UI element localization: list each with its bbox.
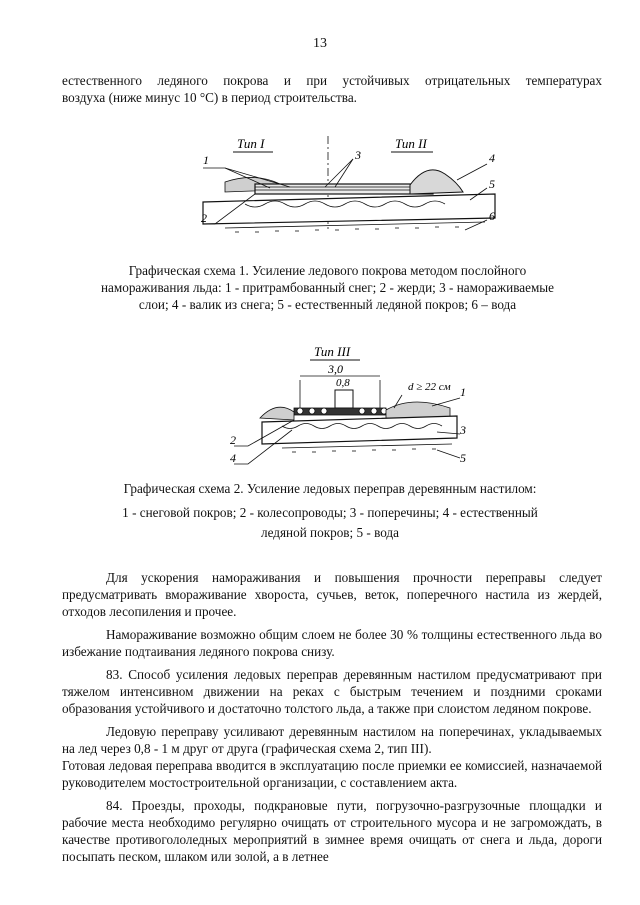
fig2-snow-left: [260, 407, 294, 420]
fig2-label-type3: Тип III: [314, 344, 351, 359]
fig2-callout-5: 5: [460, 451, 466, 465]
paragraph-4: Ледовую переправу усиливают деревянным настилом на поперечинах, укладываемых на лед через 0,8 - 1 м друг от друга (графическая схема 2, тип III).: [62, 724, 602, 756]
figure-1-caption: [60, 262, 595, 313]
fig2-callout-2: 2: [230, 433, 236, 447]
fig2-callout-3: 3: [460, 423, 466, 437]
paragraph-1: Для ускорения намораживания и повышения прочности переправы следует предусматривать вмораживание хвороста, сучьев, веток, поперечного настила из жердей, отходов лесопиления и прочее.: [62, 570, 602, 619]
page-number: 13: [313, 36, 327, 51]
fig1-snow-ridge: [410, 170, 463, 194]
paragraph-83: 83. Способ усиления ледовых переправ деревянным настилом предусматривают при тяжелом интенсивном движении на реках с быстрым течением и поздними сроками образования устойчивого и достаточно толстого льда, а также при слоистом ледяном покрове.: [62, 667, 602, 716]
fig2-caption-line-1: Графическая схема 2. Усиление ледовых переправ деревянным настилом:: [123, 481, 537, 496]
fig1-frozen-layers: [255, 184, 433, 194]
fig2-dim-width: 3,0: [328, 362, 343, 376]
figure-2-svg: [222, 340, 472, 475]
figure-1-diagram: [195, 132, 510, 257]
paragraph-2: Намораживание возможно общим слоем не более 30 % толщины естественного льда во избежание подтаивания ледяного покрова снизу.: [62, 627, 602, 659]
fig2-callout-4: 4: [230, 451, 236, 465]
figure-2-diagram: [222, 340, 472, 475]
fig2-caption-line-2: 1 - снеговой покров; 2 - колесопроводы; 3 - поперечины; 4 - естественный: [122, 505, 538, 520]
fig2-dim-spacing: 0,8: [336, 377, 350, 389]
fig1-caption-line-1: Графическая схема 1. Усиление ледового покрова методом послойного: [128, 263, 527, 278]
fig2-crosspiece: [335, 390, 353, 408]
figure-1-svg: [195, 132, 510, 257]
fig1-callout-1: 1: [203, 153, 209, 167]
fig2-caption-line-3: ледяной покров; 5 - вода: [261, 525, 399, 540]
figure-2-caption: [70, 479, 590, 543]
fig2-dim-thickness: d ≥ 22 см: [408, 381, 451, 393]
intro-text: [62, 72, 602, 106]
intro-line-1: естественного ледяного покрова и при устойчивых отрицательных температурах: [62, 73, 602, 88]
fig2-callout-1: 1: [460, 385, 466, 399]
fig1-callout-2: 2: [201, 211, 207, 225]
fig1-label-type1: Тип I: [237, 136, 265, 151]
intro-line-2: воздуха (ниже минус 10 °С) в период строительства.: [62, 90, 357, 105]
fig1-caption-line-2: намораживания льда: 1 - притрамбованный снег; 2 - жерди; 3 - намораживаемые: [100, 280, 555, 295]
fig1-callout-5: 5: [489, 177, 495, 191]
fig2-water: [282, 444, 452, 452]
fig1-callout-4: 4: [489, 151, 495, 165]
fig1-callout-6: 6: [489, 209, 495, 223]
fig1-callout-3: 3: [355, 148, 361, 162]
fig1-caption-line-3: слои; 4 - валик из снега; 5 - естественный ледяной покров; 6 – вода: [138, 297, 517, 312]
fig1-label-type2: Тип II: [395, 136, 427, 151]
body-text: [62, 569, 602, 865]
fig1-natural-ice: [203, 194, 495, 224]
fig1-water: [225, 222, 485, 232]
paragraph-84: 84. Проезды, проходы, подкрановые пути, погрузочно-разгрузочные площадки и рабочие места необходимо регулярно очищать от строительного мусора и не загромождать, в качестве противогололедных мероприятий в зимнее время очищать от снега и льда, дороги посыпать песком, шлаком или золой, а в летнее: [62, 798, 602, 864]
paragraph-5: Готовая ледовая переправа вводится в эксплуатацию после приемки ее комиссией, назначаемой руководителем мостостроительной организации, с составлением акта.: [62, 758, 602, 790]
